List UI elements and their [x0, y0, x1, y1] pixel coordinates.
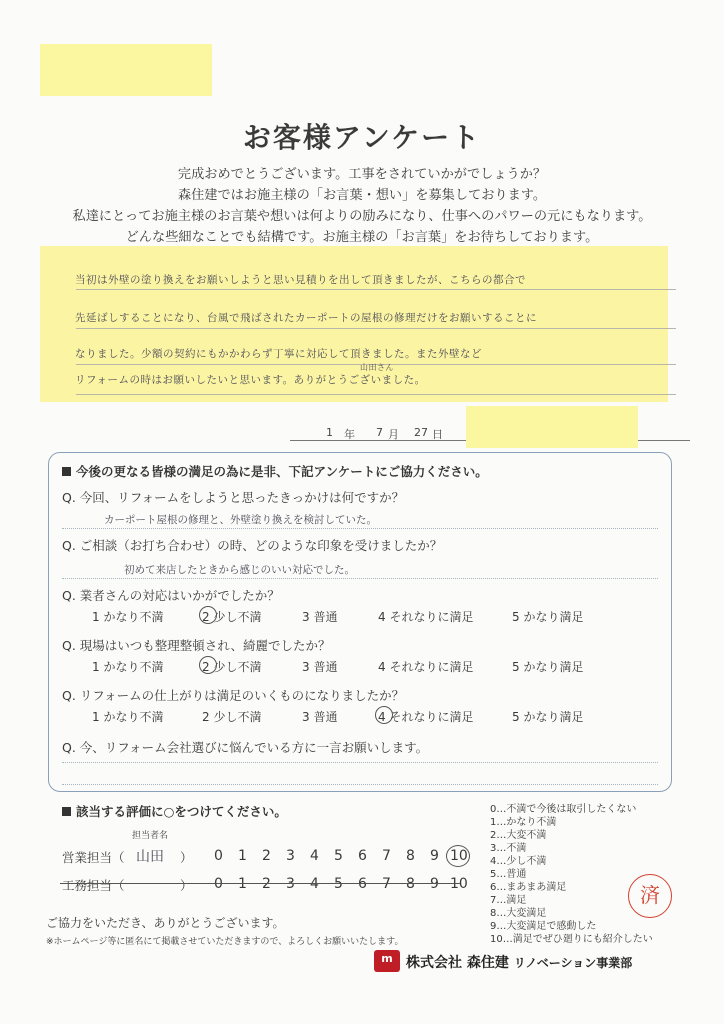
- date-year: 1: [326, 426, 333, 439]
- q4-option-4[interactable]: 4 それなりに満足: [378, 660, 474, 674]
- survey-heading: [62, 462, 488, 480]
- q3-option-1[interactable]: 1 かなり不満: [92, 610, 164, 624]
- q5-selected-circle: [375, 706, 393, 724]
- q6-rule: [62, 784, 658, 785]
- sales-digit[interactable]: 2: [262, 848, 271, 864]
- works-close: ）: [180, 878, 193, 893]
- works-digit[interactable]: 4: [310, 876, 319, 892]
- page-title: お客様アンケート: [242, 121, 482, 154]
- message-annotation: 山田さん: [360, 363, 394, 372]
- date-month: 7: [376, 426, 383, 439]
- company-name-line: [406, 952, 632, 972]
- staff-name-label: 担当者名: [132, 831, 169, 841]
- sales-name: 山田: [136, 849, 164, 865]
- message-line-1: 当初は外壁の塗り換えをお願いしようと思い見積りを出して頂きましたが、こちらの都合で: [75, 274, 526, 286]
- scale-item: 0…不満で今後は取引したくない: [490, 804, 637, 815]
- q5-option-3[interactable]: 3 普通: [302, 710, 338, 724]
- q6-rule: [62, 762, 658, 763]
- message-line-2: 先延ばしすることになり、台風で飛ばされたカーポートの屋根の修理だけをお願いすることに: [75, 312, 537, 324]
- rating-heading-text: 該当する評価に○をつけてください。: [76, 804, 287, 819]
- survey-heading-text: 今後の更なる皆様の満足の為に是非、下記アンケートにご協力ください。: [76, 464, 488, 479]
- intro-line-4: どんな些細なことでも結構です。お施主様の「お言葉」をお待ちしております。: [125, 230, 599, 245]
- scale-item: 4…少し不満: [490, 856, 547, 867]
- q3-selected-circle: [199, 606, 217, 624]
- scale-item: 6…まあまあ満足: [490, 882, 567, 893]
- q3-option-4[interactable]: 4 それなりに満足: [378, 610, 474, 624]
- intro-line-3: 私達にとってお施主様のお言葉や想いは何よりの励みになり、仕事へのパワーの元にもなります。: [72, 209, 652, 224]
- logo-mark: m: [374, 950, 400, 972]
- scale-item: 3…不満: [490, 843, 527, 854]
- sales-digit[interactable]: 8: [406, 848, 415, 864]
- message-line-3: なりました。少額の契約にもかかわらず丁寧に対応して頂きました。また外壁など: [75, 348, 482, 360]
- scale-item: 7…満足: [490, 895, 527, 906]
- scale-item: 8…大変満足: [490, 908, 547, 919]
- works-digit[interactable]: 9: [430, 876, 439, 892]
- sales-close: ）: [180, 850, 193, 865]
- message-rule: [76, 328, 676, 329]
- sales-selected-circle: [446, 845, 470, 867]
- rating-heading: [62, 802, 287, 820]
- sales-digit[interactable]: 5: [334, 848, 343, 864]
- thanks-text: ご協力をいただき、ありがとうございます。: [46, 916, 285, 930]
- q5-option-4[interactable]: 4 それなりに満足: [378, 710, 474, 724]
- q3-question: Q. 業者さんの対応はいかがでしたか？: [62, 588, 280, 603]
- works-digit[interactable]: 10: [450, 876, 468, 892]
- footer-note: ※ホームページ等に匿名にて掲載させていただきますので、よろしくお願いいたします。: [46, 937, 404, 947]
- sales-digit[interactable]: 6: [358, 848, 367, 864]
- works-digit[interactable]: 8: [406, 876, 415, 892]
- q2-answer: 初めて来店したときから感じのいい対応でした。: [124, 564, 355, 576]
- q3-option-2[interactable]: 2 少し不満: [202, 610, 262, 624]
- q5-option-5[interactable]: 5 かなり満足: [512, 710, 584, 724]
- date-month-label: 月: [388, 428, 399, 441]
- intro-line-2: 森住建ではお施主様の「お言葉・想い」を募集しております。: [177, 188, 547, 203]
- q5-option-2[interactable]: 2 少し不満: [202, 710, 262, 724]
- sales-digit[interactable]: 3: [286, 848, 295, 864]
- date-day-label: 日: [432, 428, 443, 441]
- bullet-icon: [62, 467, 71, 476]
- works-digit[interactable]: 3: [286, 876, 295, 892]
- q1-question: Q. 今回、リフォームをしようと思ったきっかけは何ですか？: [62, 490, 405, 505]
- sales-digit[interactable]: 0: [214, 848, 223, 864]
- company-logo: [374, 950, 704, 974]
- q4-option-3[interactable]: 3 普通: [302, 660, 338, 674]
- q2-rule: [62, 578, 658, 579]
- sales-label: 営業担当（: [62, 850, 125, 865]
- message-line-4: リフォームの時はお願いしたいと思います。ありがとうございました。: [75, 374, 426, 386]
- works-digit[interactable]: 0: [214, 876, 223, 892]
- scale-item: 9…大変満足で感動した: [490, 921, 597, 932]
- scale-item: 5…普通: [490, 869, 527, 880]
- works-digit[interactable]: 1: [238, 876, 247, 892]
- company-name: 株式会社 森住建: [406, 955, 509, 971]
- scale-item: 1…かなり不満: [490, 817, 557, 828]
- q6-question: Q. 今、リフォーム会社選びに悩んでいる方に一言お願いします。: [62, 740, 429, 755]
- q1-rule: [62, 528, 658, 529]
- message-rule: [76, 289, 676, 290]
- intro-line-1: 完成おめでとうございます。工事をされていかがでしょうか？: [177, 167, 547, 182]
- works-label: 工務担当（: [62, 878, 125, 893]
- works-strikethrough: [60, 883, 460, 884]
- scale-item: 2…大変不満: [490, 830, 547, 841]
- works-digit[interactable]: 5: [334, 876, 343, 892]
- inspector-stamp: 済: [628, 874, 672, 918]
- sales-digit[interactable]: 7: [382, 848, 391, 864]
- redaction-top: [40, 44, 212, 96]
- date-day: 27: [414, 426, 428, 439]
- sales-digit[interactable]: 9: [430, 848, 439, 864]
- works-digit[interactable]: 2: [262, 876, 271, 892]
- q5-question: Q. リフォームの仕上がりは満足のいくものになりましたか？: [62, 688, 405, 703]
- q2-question: Q. ご相談（お打ち合わせ）の時、どのような印象を受けましたか？: [62, 538, 443, 553]
- q3-option-3[interactable]: 3 普通: [302, 610, 338, 624]
- q4-selected-circle: [199, 656, 217, 674]
- company-division: リノベーション事業部: [513, 956, 633, 970]
- q3-option-5[interactable]: 5 かなり満足: [512, 610, 584, 624]
- q4-option-1[interactable]: 1 かなり不満: [92, 660, 164, 674]
- works-digit[interactable]: 6: [358, 876, 367, 892]
- redaction-name: [466, 406, 638, 448]
- scale-item: 10…満足でぜひ廻りにも紹介したい: [490, 934, 653, 945]
- q4-option-5[interactable]: 5 かなり満足: [512, 660, 584, 674]
- q1-answer: カーポート屋根の修理と、外壁塗り換えを検討していた。: [104, 514, 377, 526]
- sales-digit[interactable]: 1: [238, 848, 247, 864]
- q4-question: Q. 現場はいつも整理整頓され、綺麗でしたか？: [62, 638, 331, 653]
- message-rule: [76, 394, 676, 395]
- works-digit[interactable]: 7: [382, 876, 391, 892]
- date-year-label: 年: [344, 428, 355, 441]
- sales-digit[interactable]: 4: [310, 848, 319, 864]
- bullet-icon: [62, 807, 71, 816]
- q4-option-2[interactable]: 2 少し不満: [202, 660, 262, 674]
- sales-digit[interactable]: 10: [450, 848, 468, 864]
- q5-option-1[interactable]: 1 かなり不満: [92, 710, 164, 724]
